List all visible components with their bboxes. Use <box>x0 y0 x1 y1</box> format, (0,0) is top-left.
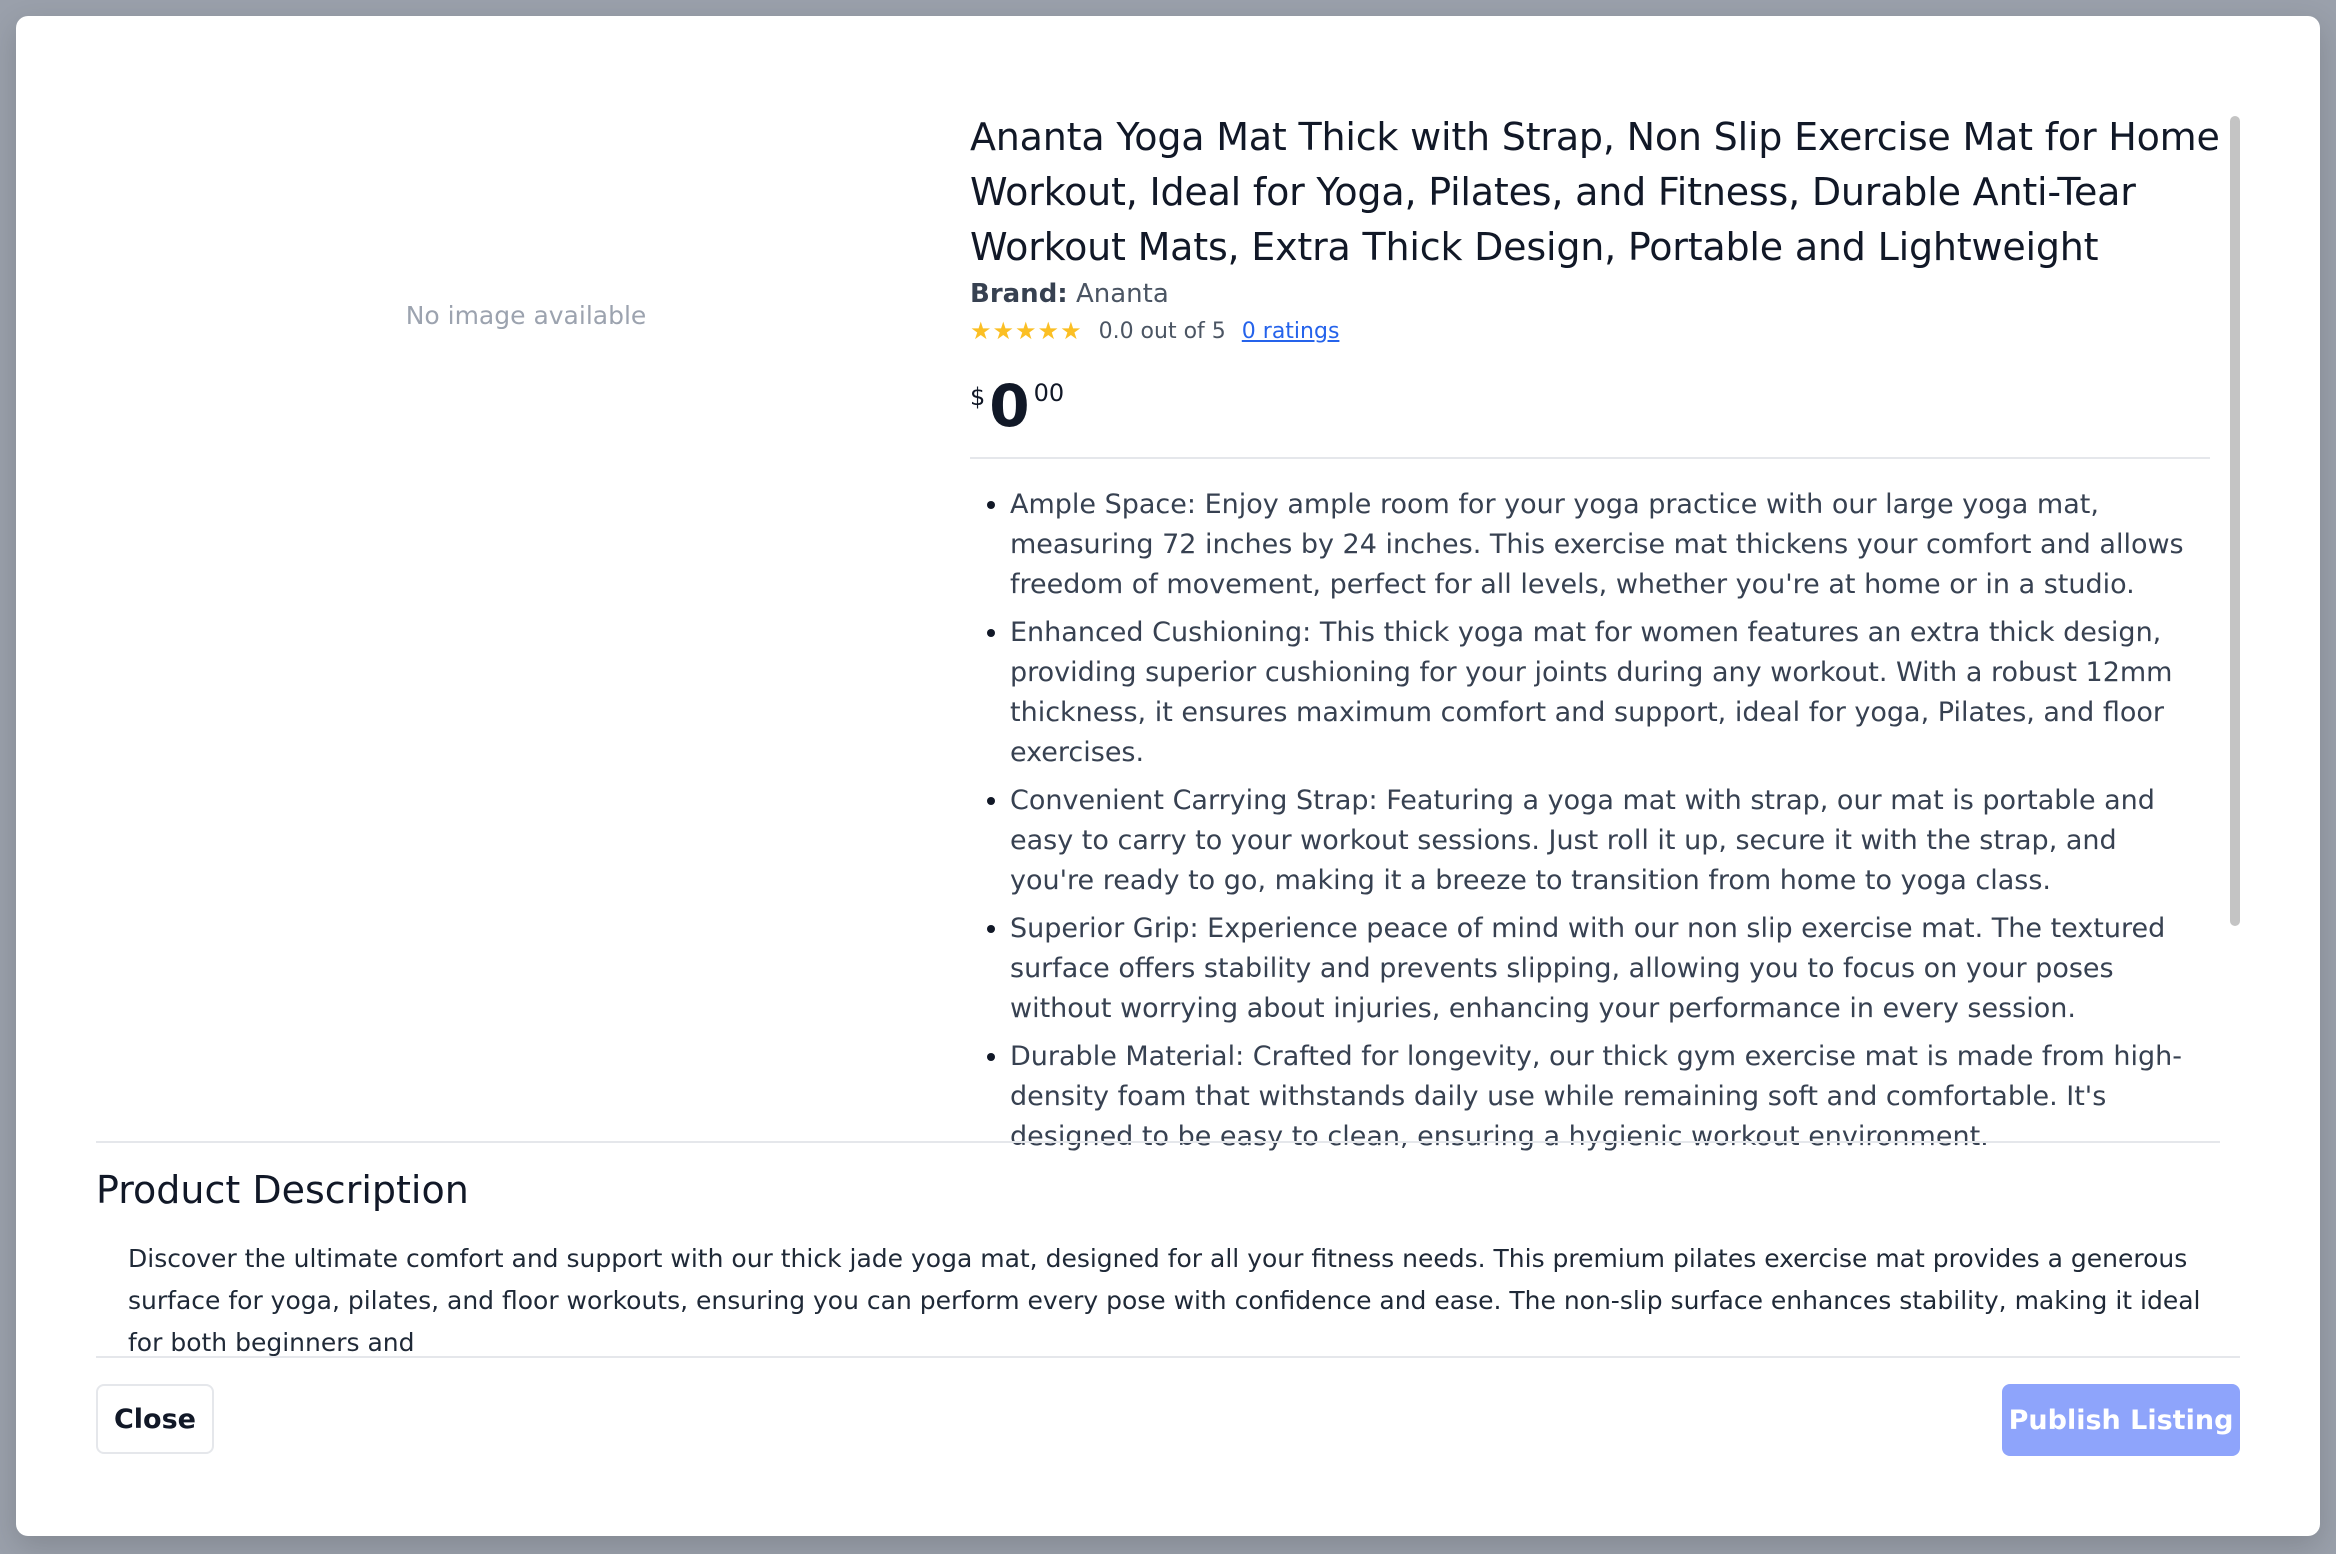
info-scrollbar[interactable] <box>2230 100 2244 1140</box>
price-fraction: 00 <box>1033 379 1065 407</box>
section-divider <box>96 1141 2220 1143</box>
publish-listing-button[interactable]: Publish Listing <box>2002 1384 2240 1456</box>
feature-bullet: • Ample Space: Enjoy ample room for your yoga practice with our large yoga mat, measuring 72 inches by 24 inches. This exercise mat thickens your comfort and allows freedom of movement, perfect for all levels, whether you're at home or in a studio. <box>1010 485 2206 605</box>
price-currency: $ <box>970 383 986 411</box>
brand-label: Brand: <box>970 279 1068 309</box>
no-image-placeholder: No image available <box>405 300 647 330</box>
price <box>970 372 2226 440</box>
product-image-area <box>96 94 956 846</box>
brand-line <box>970 279 2226 309</box>
product-info-panel[interactable] <box>970 94 2226 1152</box>
rating-text: 0.0 out of 5 <box>1098 318 1226 344</box>
ratings-count-link[interactable]: 0 ratings <box>1241 318 1340 344</box>
description-heading: Product Description <box>96 1168 469 1212</box>
close-button[interactable]: Close <box>96 1384 214 1454</box>
feature-bullet: • Enhanced Cushioning: This thick yoga mat for women features an extra thick design, providing superior cushioning for your joints during any workout. With a robust 12mm thickness, it ensures maximum comfort and support, ideal for yoga, Pilates, and floor exercises. <box>1010 613 2206 773</box>
feature-bullets <box>970 485 2206 1157</box>
brand-name: Ananta <box>1075 279 1169 309</box>
feature-bullet: • Durable Material: Crafted for longevity, our thick gym exercise mat is made from high-density foam that withstands daily use while remaining soft and comfortable. It's designed to be easy to clean, ensuring a hygienic workout environment. <box>1010 1037 2206 1157</box>
product-preview-modal <box>16 16 2320 1536</box>
description-text: Discover the ultimate comfort and support with our thick jade yoga mat, designed for all your fitness needs. This premium pilates exercise mat provides a generous surface for yoga, pilates, and floor workouts, ensuring you can perform every pose with confidence and ease. The non-slip surface enhances stability, making it ideal for both beginners and <box>128 1244 2201 1357</box>
rating-row <box>970 317 2226 345</box>
product-title: Ananta Yoga Mat Thick with Strap, Non Slip Exercise Mat for Home Workout, Ideal for Yoga, Pilates, and Fitness, Durable Anti-Tear Workout Mats, Extra Thick Design, Portable and Lightweight <box>970 115 2220 269</box>
scrollbar-thumb[interactable] <box>2230 116 2240 926</box>
feature-bullet: • Superior Grip: Experience peace of mind with our non slip exercise mat. The textured surface offers stability and prevents slipping, allowing you to focus on your poses without worrying about injuries, enhancing your performance in every session. <box>1010 909 2206 1029</box>
price-whole: 0 <box>989 372 1030 440</box>
footer-divider <box>96 1356 2240 1358</box>
price-divider <box>970 457 2210 459</box>
feature-bullet: • Convenient Carrying Strap: Featuring a yoga mat with strap, our mat is portable and easy to carry to your workout sessions. Just roll it up, secure it with the strap, and you're ready to go, making it a breeze to transition from home to yoga class. <box>1010 781 2206 901</box>
rating-stars-icon: ★★★★★ <box>970 317 1083 345</box>
